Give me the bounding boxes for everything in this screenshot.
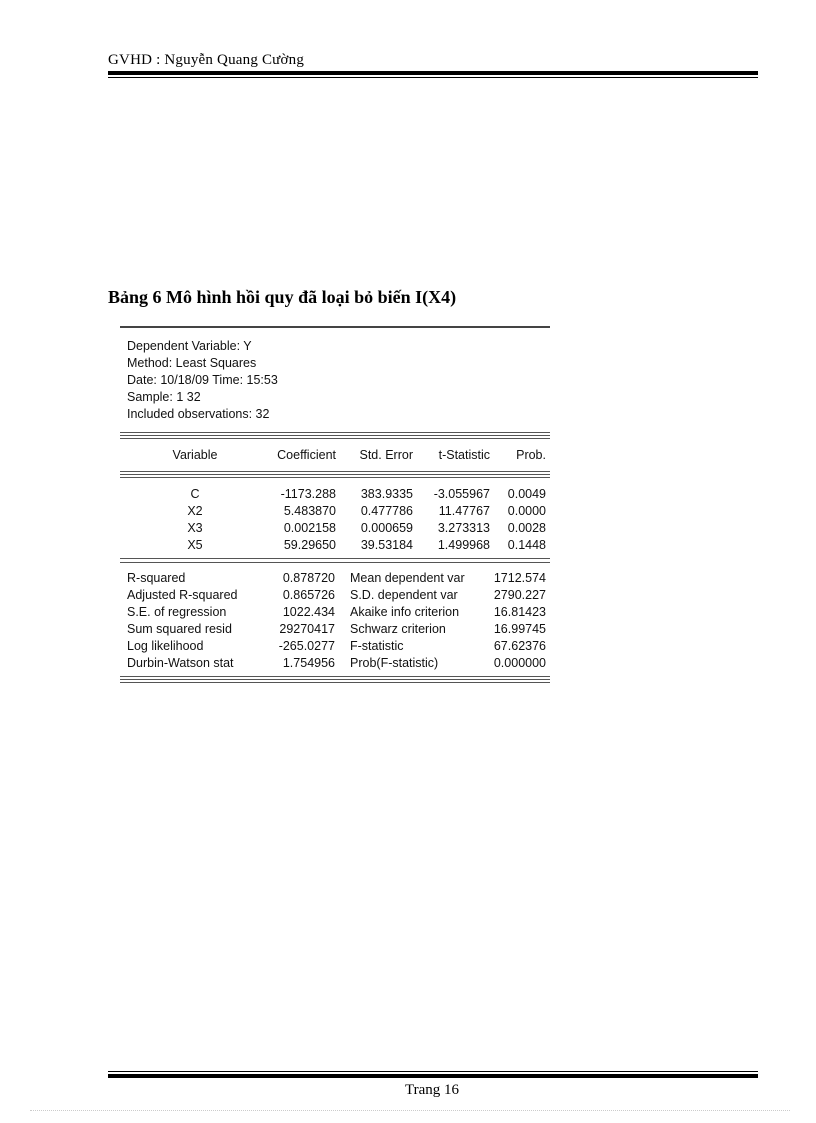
stat-label: Prob(F-statistic) bbox=[350, 655, 439, 670]
column-header: Std. Error bbox=[359, 448, 413, 462]
prob-cell: 0.0000 bbox=[507, 503, 546, 518]
stat-label: Adjusted R-squared bbox=[127, 587, 238, 602]
footer-rule bbox=[108, 1074, 758, 1078]
stat-label: Log likelihood bbox=[127, 638, 204, 653]
header-rule bbox=[108, 71, 758, 75]
table-row bbox=[120, 603, 550, 620]
stat-label: Sum squared resid bbox=[127, 621, 232, 636]
variable-cell: C bbox=[190, 486, 200, 501]
table-row bbox=[120, 519, 550, 536]
stat-label: R-squared bbox=[127, 570, 186, 585]
table-row bbox=[120, 620, 550, 637]
stat-value: 29270417 bbox=[279, 621, 335, 636]
std-error-cell: 0.000659 bbox=[360, 520, 413, 535]
stat-label: S.D. dependent var bbox=[350, 587, 458, 602]
std-error-cell: 0.477786 bbox=[360, 503, 413, 518]
stat-label: Schwarz criterion bbox=[350, 621, 446, 636]
stat-value: 1.754956 bbox=[282, 655, 335, 670]
column-header: Prob. bbox=[516, 448, 546, 462]
stat-value: 1712.574 bbox=[493, 570, 546, 585]
t-statistic-cell: 1.499968 bbox=[437, 537, 490, 552]
table-row bbox=[120, 569, 550, 586]
meta-line: Sample: 1 32 bbox=[127, 390, 201, 404]
coefficient-cell: -1173.288 bbox=[280, 486, 336, 501]
prob-cell: 0.0028 bbox=[507, 520, 546, 535]
stat-label: Mean dependent var bbox=[350, 570, 465, 585]
table-row bbox=[120, 586, 550, 603]
stat-value: 16.99745 bbox=[493, 621, 546, 636]
stat-value: -265.0277 bbox=[278, 638, 335, 653]
coefficient-header bbox=[120, 439, 550, 471]
stat-value: 0.000000 bbox=[493, 655, 546, 670]
coefficient-cell: 0.002158 bbox=[283, 520, 336, 535]
stat-value: 0.878720 bbox=[282, 570, 335, 585]
column-header: Variable bbox=[172, 448, 218, 462]
variable-cell: X2 bbox=[187, 503, 203, 518]
column-header: Coefficient bbox=[277, 448, 336, 462]
stat-value: 67.62376 bbox=[493, 638, 546, 653]
meta-line: Date: 10/18/09 Time: 15:53 bbox=[127, 373, 278, 387]
stat-label: F-statistic bbox=[350, 638, 404, 653]
meta-line: Dependent Variable: Y bbox=[127, 339, 252, 353]
coefficient-table bbox=[120, 485, 550, 553]
stat-value: 1022.434 bbox=[282, 604, 335, 619]
regression-output bbox=[120, 326, 550, 683]
page-header: GVHD : Nguyễn Quang Cường bbox=[108, 52, 305, 68]
stat-value: 0.865726 bbox=[282, 587, 335, 602]
t-statistic-cell: -3.055967 bbox=[433, 486, 490, 501]
divider bbox=[120, 471, 550, 478]
regression-meta bbox=[120, 328, 550, 432]
variable-cell: X5 bbox=[187, 537, 203, 552]
stat-label: S.E. of regression bbox=[127, 604, 227, 619]
bottom-rule bbox=[120, 676, 550, 683]
column-header: t-Statistic bbox=[438, 448, 490, 462]
stat-value: 2790.227 bbox=[493, 587, 546, 602]
table-row bbox=[120, 485, 550, 502]
coefficient-cell: 59.29650 bbox=[283, 537, 336, 552]
meta-line: Included observations: 32 bbox=[127, 407, 270, 421]
meta-line: Method: Least Squares bbox=[127, 356, 257, 370]
std-error-cell: 383.9335 bbox=[360, 486, 413, 501]
stat-label: Durbin-Watson stat bbox=[127, 655, 234, 670]
coefficient-cell: 5.483870 bbox=[283, 503, 336, 518]
stat-value: 16.81423 bbox=[493, 604, 546, 619]
header-rule-thin bbox=[108, 77, 758, 78]
summary-statistics bbox=[120, 569, 550, 671]
prob-cell: 0.0049 bbox=[507, 486, 546, 501]
t-statistic-cell: 11.47767 bbox=[438, 503, 490, 518]
table-row bbox=[120, 637, 550, 654]
variable-cell: X3 bbox=[187, 520, 203, 535]
table-caption: Bảng 6 Mô hình hồi quy đã loại bỏ biến I(X4) bbox=[108, 287, 457, 307]
stat-label: Akaike info criterion bbox=[350, 604, 460, 619]
table-row bbox=[120, 654, 550, 671]
footer-rule-thin bbox=[108, 1071, 758, 1072]
table-row bbox=[120, 502, 550, 519]
page-number: Trang 16 bbox=[404, 1082, 460, 1098]
divider bbox=[120, 432, 550, 439]
table-row bbox=[120, 536, 550, 553]
prob-cell: 0.1448 bbox=[507, 537, 546, 552]
t-statistic-cell: 3.273313 bbox=[437, 520, 490, 535]
std-error-cell: 39.53184 bbox=[360, 537, 413, 552]
page-edge-dots bbox=[30, 1110, 790, 1111]
